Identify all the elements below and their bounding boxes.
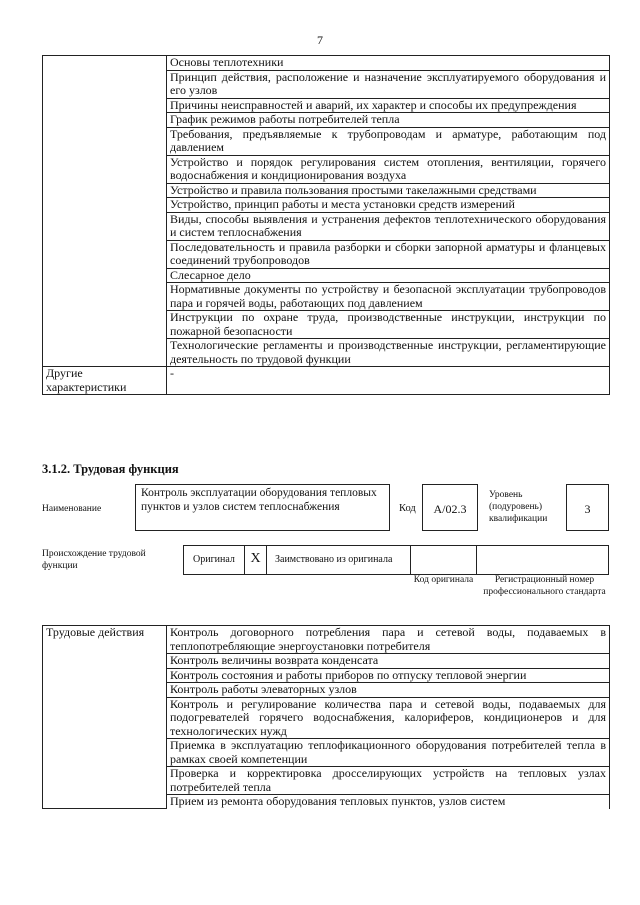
code-original-cell bbox=[410, 545, 477, 575]
table-row bbox=[43, 626, 610, 654]
borrowed-cell: Заимствовано из оригинала bbox=[266, 545, 411, 575]
action-item: Прием из ремонта оборудования тепловых пунктов, узлов систем bbox=[167, 795, 610, 809]
reg-number-caption: Регистрационный номер профессионального стандарта bbox=[483, 575, 606, 597]
action-item: Контроль и регулирование количества пара и сетевой воды, подаваемых для подогревателей горячего водоснабжения, калориферов, кондиционеров и для технологических нужд bbox=[167, 697, 610, 739]
action-item: Контроль договорного потребления пара и сетевой воды, подаваемых в теплопотребляющие энергоустановки потребителя bbox=[167, 626, 610, 654]
knowledge-item: Требования, предъявляемые к трубопроводам и арматуре, работающим под давлением bbox=[167, 127, 610, 155]
action-item: Проверка и корректировка дросселирующих устройств на тепловых узлах потребителей тепла bbox=[167, 767, 610, 795]
knowledge-item: Последовательность и правила разборки и сборки запорной арматуры и фланцевых соединений трубопроводов bbox=[167, 240, 610, 268]
code-label: Код bbox=[399, 503, 416, 514]
original-cell: Оригинал bbox=[183, 545, 245, 575]
action-item: Контроль состояния и работы приборов по отпуску тепловой энергии bbox=[167, 668, 610, 683]
action-item: Контроль работы элеваторных узлов bbox=[167, 683, 610, 698]
knowledge-item: Нормативные документы по устройству и безопасной эксплуатации трубопроводов пара и горячей воды, работающих под давлением bbox=[167, 283, 610, 311]
knowledge-item: Инструкции по охране труда, производственные инструкции, инструкции по пожарной безопасности bbox=[167, 311, 610, 339]
other-characteristics-label: Другие характеристики bbox=[43, 367, 167, 395]
origin-label: Происхождение трудовой функции bbox=[42, 549, 146, 571]
knowledge-item: Принцип действия, расположение и назначение эксплуатируемого оборудования и его узлов bbox=[167, 70, 610, 98]
knowledge-item: Причины неисправностей и аварий, их характер и способы их предупреждения bbox=[167, 98, 610, 113]
action-item: Контроль величины возврата конденсата bbox=[167, 654, 610, 669]
labor-actions-label: Трудовые действия bbox=[43, 626, 167, 809]
code-original-caption: Код оригинала bbox=[413, 575, 474, 585]
page-number: 7 bbox=[317, 33, 323, 47]
code-value-box: A/02.3 bbox=[422, 484, 478, 531]
knowledge-item: Слесарное дело bbox=[167, 268, 610, 283]
other-characteristics-value: - bbox=[167, 367, 610, 395]
knowledge-item: Устройство и порядок регулирования систем отопления, вентиляции, горячего водоснабжения и кондиционирования воздуха bbox=[167, 155, 610, 183]
knowledge-item: Основы теплотехники bbox=[167, 56, 610, 71]
knowledge-item: Устройство и правила пользования простыми такелажными средствами bbox=[167, 183, 610, 198]
labor-actions-table bbox=[42, 625, 610, 809]
reg-number-cell bbox=[476, 545, 609, 575]
level-label: Уровень (подуровень) квалификации bbox=[489, 490, 548, 524]
knowledge-item: Виды, способы выявления и устранения дефектов теплотехнического оборудования и систем теплоснабжения bbox=[167, 212, 610, 240]
knowledge-label-cell bbox=[43, 56, 167, 367]
knowledge-item: Технологические регламенты и производственные инструкции, регламентирующие деятельность по трудовой функции bbox=[167, 339, 610, 367]
level-value-box: 3 bbox=[566, 484, 609, 531]
table-row bbox=[43, 56, 610, 71]
table-row bbox=[43, 367, 610, 395]
knowledge-item: График режимов работы потребителей тепла bbox=[167, 113, 610, 128]
name-label: Наименование bbox=[42, 504, 102, 514]
function-name-box: Контроль эксплуатации оборудования тепловых пунктов и узлов систем теплоснабжения bbox=[135, 484, 390, 531]
section-heading: 3.1.2. Трудовая функция bbox=[42, 462, 179, 476]
action-item: Приемка в эксплуатацию теплофикационного оборудования потребителей тепла в рамках своей компетенции bbox=[167, 739, 610, 767]
knowledge-item: Устройство, принцип работы и места установки средств измерений bbox=[167, 198, 610, 213]
knowledge-table bbox=[42, 55, 610, 395]
original-mark-cell: X bbox=[244, 545, 267, 575]
